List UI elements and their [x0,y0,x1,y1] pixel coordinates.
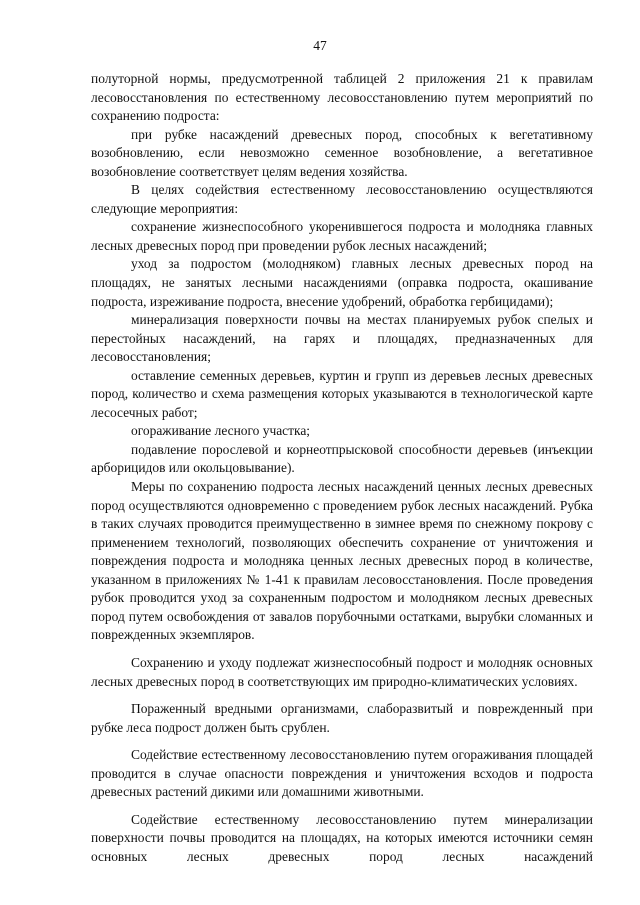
document-body [91,70,593,866]
paragraph: оставление семенных деревьев, куртин и групп из деревьев лесных древесных пород, количество и схема размещения которых указываются в технологической карте лесосечных работ; [91,367,593,420]
paragraph: подавление порослевой и корнеотпрысковой способности деревьев (инъекции арборицидов или окольцовывание). [91,441,593,476]
paragraph: Пораженный вредными организмами, слаборазвитый и поврежденный при рубке леса подрост должен быть срублен. [91,701,593,735]
paragraph: уход за подростом (молодняком) главных лесных древесных пород на площадях, не занятых лесными насаждениями (оправка подроста, окашивание подроста, изреживание подроста, внесение удобрений, обработка гербицидами); [91,256,593,309]
paragraph: огораживание лесного участка; [131,423,311,439]
paragraph: сохранение жизнеспособного укоренившегося подроста и молодняка главных лесных древесных пород при проведении рубок лесных насаждений; [91,219,593,253]
paragraph: В целях содействия естественному лесовосстановлению осуществляются следующие мероприятия: [91,182,593,216]
paragraph: Содействие естественному лесовосстановлению путем огораживания площадей проводится в случае опасности повреждения и уничтожения всходов и подроста древесных растений дикими или домашними животными. [91,747,593,800]
paragraph: минерализация поверхности почвы на местах планируемых рубок спелых и перестойных насаждений, на гарях и площадях, предназначенных для лесовосстановления; [91,312,593,365]
paragraph: полуторной нормы, предусмотренной таблицей 2 приложения 21 к правилам лесовосстановления по естественному лесовосстановлению путем мероприятий по сохранению подроста: [91,71,593,124]
paragraph: Содействие естественному лесовосстановлению путем минерализации поверхности почвы проводится на площадях, на которых имеются источники семян основных лесных древесных пород лесных насаждений [91,811,593,864]
page-number: 47 [313,38,327,53]
paragraph: при рубке насаждений древесных пород, способных к вегетативному возобновлению, если невозможно семенное возобновление, а вегетативное возобновление соответствует целям ведения хозяйства. [91,126,593,179]
paragraph: Меры по сохранению подроста лесных насаждений ценных лесных древесных пород осуществляются одновременно с проведением рубок лесных насаждений. Рубка в таких случаях проводится преимущественно в зимнее время по снежному покрову с применением технологий, позволяющих обеспечить сохранение от уничтожения и повреждения подроста и молодняка ценных лесных древесных пород в количестве, указанном в приложениях № 1-41 к правилам лесовосстановления. После проведения рубок проводится уход за сохраненным подростом и молодняком лесных древесных пород путем освобождения от завалов порубочными остатками, вырубки сломанных и поврежденных экземпляров. [91,479,593,643]
paragraph: Сохранению и уходу подлежат жизнеспособный подрост и молодняк основных лесных древесных пород в соответствующих им природно-климатических условиях. [91,654,593,689]
